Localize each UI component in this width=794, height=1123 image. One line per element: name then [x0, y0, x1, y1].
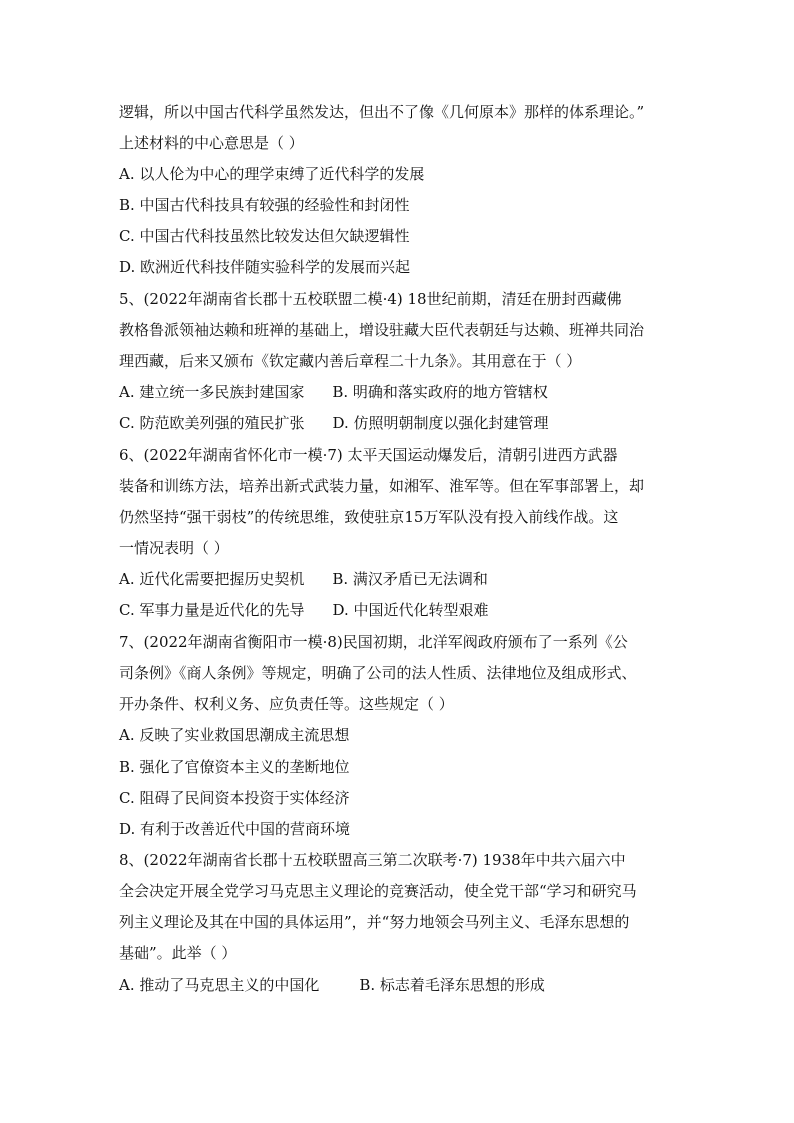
q8-stem-line4: 基础”。此举（ ） — [119, 944, 237, 962]
q5-stem-line2: 教格鲁派领袖达赖和班禅的基础上，增设驻藏大臣代表朝廷与达赖、班禅共同治 — [119, 321, 645, 339]
q6-options-cd — [119, 600, 489, 620]
q5-option-a: A. 建立统一多民族封建国家 — [119, 383, 305, 401]
q8-stem-line1: 8、(2022年湖南省长郡十五校联盟高三第二次联考·7) 1938年中共六届六中 — [119, 851, 626, 869]
q7-stem-line3: 开办条件、权利义务、应负责任等。这些规定（ ） — [119, 695, 454, 713]
q6-stem-line2: 装备和训练方法，培养出新式武装力量，如湘军、淮军等。但在军事部署上，却 — [119, 477, 645, 495]
q6-option-a: A. 近代化需要把握历史契机 — [119, 570, 305, 588]
q8-stem-line2: 全会决定开展全党学习马克思主义理论的竞赛活动，使全党干部“学习和研究马 — [119, 882, 637, 900]
q7-stem-line2: 司条例》《商人条例》等规定，明确了公司的法人性质、法律地位及组成形式、 — [119, 664, 637, 682]
q7-option-d: D. 有利于改善近代中国的营商环境 — [119, 820, 351, 838]
q6-stem-line4: 一情况表明（ ） — [119, 539, 229, 557]
q5-option-b: B. 明确和落实政府的地方管辖权 — [332, 383, 548, 401]
q4-stem-continuation: 逻辑，所以中国古代科学虽然发达，但出不了像《几何原本》那样的体系理论。” — [119, 103, 645, 121]
q7-stem-line1: 7、(2022年湖南省衡阳市一模·8)民国初期，北洋军阀政府颁布了一系列《公 — [119, 633, 628, 651]
q8-stem-line3: 列主义理论及其在中国的具体运用”，并“努力地领会马列主义、毛泽东思想的 — [119, 913, 630, 931]
q7-option-c: C. 阻碍了民间资本投资于实体经济 — [119, 789, 350, 807]
q4-option-b: B. 中国古代科技具有较强的经验性和封闭性 — [119, 196, 410, 214]
q6-option-b: B. 满汉矛盾已无法调和 — [332, 570, 488, 588]
q4-option-c: C. 中国古代科技虽然比较发达但欠缺逻辑性 — [119, 227, 410, 245]
q5-option-d: D. 仿照明朝制度以强化封建管理 — [332, 414, 549, 432]
q6-option-c: C. 军事力量是近代化的先导 — [119, 601, 305, 619]
q8-option-a: A. 推动了马克思主义的中国化 — [119, 976, 320, 994]
q4-option-a: A. 以人伦为中心的理学束缚了近代科学的发展 — [119, 165, 425, 183]
q8-option-b: B. 标志着毛泽东思想的形成 — [359, 976, 545, 994]
q5-option-c: C. 防范欧美列强的殖民扩张 — [119, 414, 305, 432]
q6-stem-line1: 6、(2022年湖南省怀化市一模·7) 太平天国运动爆发后，清朝引进西方武器 — [119, 446, 618, 464]
q7-option-b: B. 强化了官僚资本主义的垄断地位 — [119, 758, 350, 776]
q7-option-a: A. 反映了实业救国思潮成主流思想 — [119, 726, 350, 744]
q5-stem-line1: 5、(2022年湖南省长郡十五校联盟二模·4) 18世纪前期，清廷在册封西藏佛 — [119, 290, 622, 308]
q5-stem-line3: 理西藏，后来又颁布《钦定藏内善后章程二十九条》。其用意在于（ ） — [119, 352, 582, 370]
q5-options-ab — [119, 382, 548, 402]
q6-option-d: D. 中国近代化转型艰难 — [332, 601, 489, 619]
q6-options-ab — [119, 569, 488, 589]
q8-options-ab — [119, 975, 545, 995]
q6-stem-line3: 仍然坚持“强干弱枝”的传统思维，致使驻京15万军队没有投入前线作战。这 — [119, 508, 619, 526]
q4-option-d: D. 欧洲近代科技伴随实验科学的发展而兴起 — [119, 258, 411, 276]
q4-question: 上述材料的中心意思是（ ） — [119, 134, 304, 152]
q5-options-cd — [119, 413, 549, 433]
